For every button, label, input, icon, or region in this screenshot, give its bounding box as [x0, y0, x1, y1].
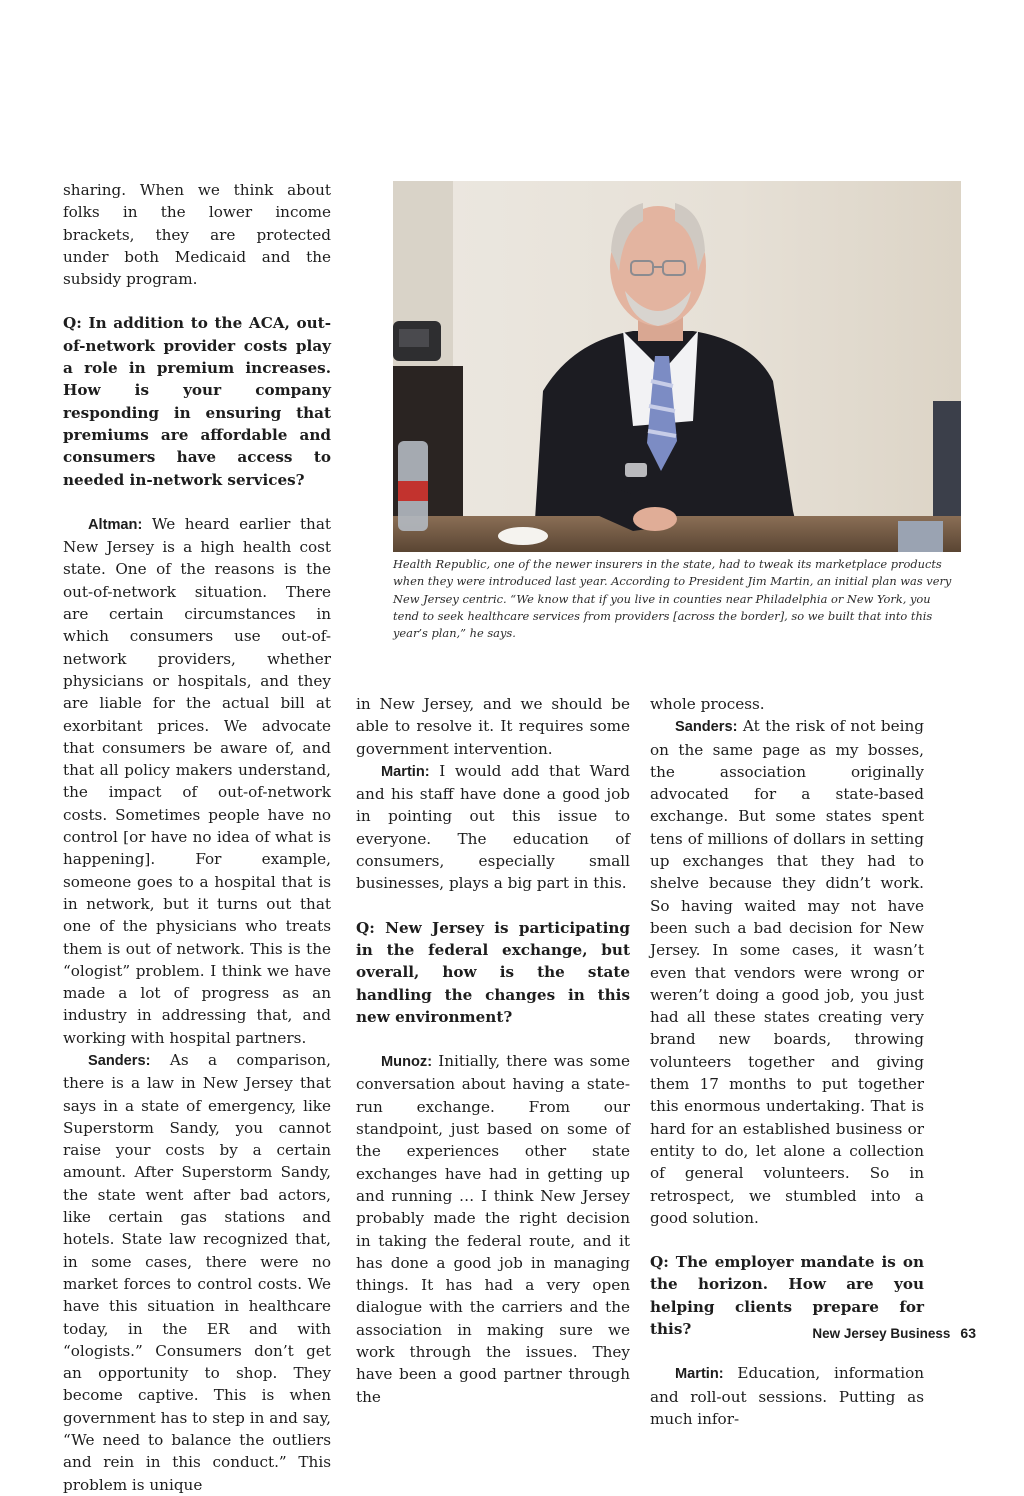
speaker-name: Sanders:: [88, 1052, 151, 1069]
answer-paragraph: [650, 715, 924, 1229]
answer-text: Education, information and roll-out sessions. Putting as much infor-: [650, 1364, 924, 1428]
answer-text: Initially, there was some conversation about having a state-run exchange. From our standpoint, just based on some of the experiences other state exchanges have had in getting up and running … I think New Jersey probably made the right decision in taking the federal route, and it has done a good job in managing things. It has had a very open dialogue with the carriers and the association in making sure we work through the issues. They have been a good partner through the: [356, 1052, 630, 1406]
question: Q: New Jersey is participating in the federal exchange, but overall, how is the state handling the changes in this new environment?: [356, 918, 630, 1026]
answer-paragraph: [356, 1050, 630, 1408]
paragraph: sharing. When we think about folks in the lower income brackets, they are protected under both Medicaid and the subsidy program.: [63, 181, 331, 289]
speaker-name: Altman:: [88, 516, 143, 533]
article-column-2: [356, 693, 630, 1408]
page-footer: [812, 1325, 976, 1341]
answer-paragraph: [356, 760, 630, 895]
question: Q: In addition to the ACA, out-of-network provider costs play a role in premium increases. How is your company responding in ensuring that premiums are affordable and consumers have access to needed in-network services?: [63, 314, 331, 489]
answer-paragraph: [63, 513, 331, 1049]
speaker-name: Martin:: [675, 1366, 724, 1383]
speaker-name: Martin:: [381, 763, 430, 780]
answer-text: I would add that Ward and his staff have done a good job in pointing out this issue to everyone. The education of consumers, especially small businesses, plays a big part in this.: [356, 761, 630, 893]
answer-paragraph: [650, 1362, 924, 1430]
answer-paragraph: [63, 1049, 331, 1496]
paragraph: whole process.: [650, 695, 765, 713]
answer-text: At the risk of not being on the same page as my bosses, the association originally advocated for a state-based exchange. But some states spent tens of millions of dollars in setting up exchanges that they had to shelve because they didn’t work. So having waited may not have been such a bad decision for New Jersey. In some cases, it wasn’t even that vendors were wrong or weren’t doing a good job, you just had all these states creating very brand new boards, throwing volunteers together and giving them 17 months to put together this enormous undertaking. That is hard for an established business or entity to do, let alone a collection of general volunteers. So in retrospect, we stumbled into a good solution.: [650, 717, 924, 1227]
article-photo: [393, 181, 961, 552]
answer-text: As a comparison, there is a law in New Jersey that says in a state of emergency, like Superstorm Sandy, you cannot raise your costs by a certain amount. After Superstorm Sandy, the state went after bad actors, like certain gas stations and hotels. State law recognized that, in some cases, there were no market forces to control costs. We have this situation in healthcare today, in the ER and with “ologists.” Consumers don’t get an opportunity to shop. They become captive. This is when government has to step in and say, “We need to balance the outliers and rein in this conduct.” This problem is unique: [63, 1050, 331, 1494]
answer-text: We heard earlier that New Jersey is a high health cost state. One of the reasons is the out-of-network situation. There are certain circumstances in which consumers use out-of-network providers, whether physicians or hospitals, and they are liable for the actual bill at exorbitant prices. We advocate that consumers be aware of, and that all policy makers understand, the impact of out-of-network costs. Sometimes people have no control [or have no idea of what is happening]. For example, someone goes to a hospital that is in network, but it turns out that one of the physicians who treats them is out of network. This is the “ologist” problem. I think we have made a lot of progress as an industry in addressing that, and working with hospital partners.: [63, 514, 331, 1047]
publication-name: New Jersey Business: [812, 1326, 951, 1341]
question: Q: The employer mandate is on the horizon. How are you helping clients prepare for this?: [650, 1253, 924, 1339]
article-column-1: [63, 179, 331, 1496]
speaker-name: Munoz:: [381, 1054, 433, 1071]
photo-caption: Health Republic, one of the newer insurers in the state, had to tweak its marketplace products when they were introduced last year. According to President Jim Martin, an initial plan was very New Jersey centric. “We know that if you live in counties near Philadelphia or New York, you tend to seek healthcare services from providers [across the border], so we built that into this year’s plan,” he says.: [393, 557, 952, 641]
paragraph: in New Jersey, and we should be able to resolve it. It requires some government intervention.: [356, 695, 630, 758]
page-number: 63: [960, 1325, 976, 1341]
speaker-name: Sanders:: [675, 719, 738, 736]
article-column-3: [650, 693, 924, 1430]
